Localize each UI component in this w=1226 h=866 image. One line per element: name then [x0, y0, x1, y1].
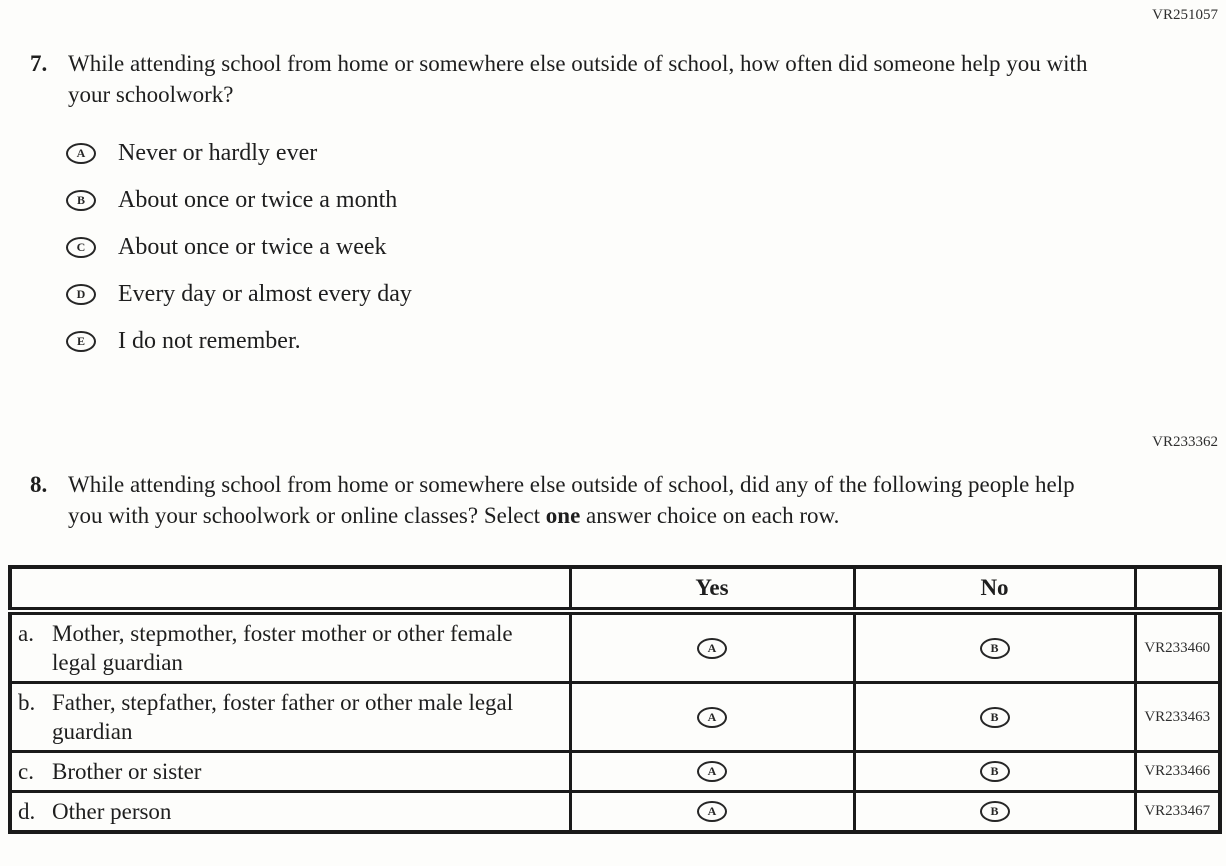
row-text: Other person	[52, 799, 172, 824]
option-never-or-hardly-ever[interactable]	[66, 130, 1226, 177]
question-8-bold-word: one	[545, 503, 581, 528]
header-no: No	[854, 567, 1135, 611]
no-cell	[854, 752, 1135, 792]
option-once-twice-month[interactable]	[66, 177, 1226, 224]
question-7-options	[66, 130, 1226, 365]
row-code: VR233466	[1135, 752, 1220, 792]
question-7-number: 7.	[30, 51, 48, 76]
header-yes: Yes	[570, 567, 854, 611]
option-label: Every day or almost every day	[118, 281, 412, 307]
no-bubble[interactable]: B	[980, 638, 1010, 659]
option-label: Never or hardly ever	[118, 140, 318, 166]
table-row-brother-sister	[10, 752, 1220, 792]
yes-bubble[interactable]: A	[697, 707, 727, 728]
question-7	[30, 48, 1226, 110]
row-code: VR233460	[1135, 611, 1220, 683]
page-code-top: VR251057	[1152, 7, 1218, 23]
table-row-father	[10, 683, 1220, 752]
no-bubble[interactable]: B	[980, 707, 1010, 728]
row-text: Mother, stepmother, foster mother or other female legal guardian	[52, 621, 513, 675]
yes-cell	[570, 683, 854, 752]
row-label-cell	[10, 683, 570, 752]
row-text: Brother or sister	[52, 759, 202, 784]
page-code-mid: VR233362	[1152, 434, 1218, 450]
row-letter: a.	[18, 621, 34, 646]
option-bubble-b[interactable]: B	[66, 190, 96, 211]
header-code-empty	[1135, 567, 1220, 611]
option-once-twice-week[interactable]	[66, 224, 1226, 271]
yes-cell	[570, 752, 854, 792]
row-code: VR233467	[1135, 792, 1220, 833]
no-cell	[854, 683, 1135, 752]
option-label: About once or twice a month	[118, 187, 398, 213]
row-text: Father, stepfather, foster father or other male legal guardian	[52, 690, 514, 744]
question-7-text: While attending school from home or somewhere else outside of school, how often did someone help you with your schoolwork?	[68, 51, 1088, 107]
table-header-row	[10, 567, 1220, 611]
question-8	[30, 469, 1226, 531]
option-bubble-a[interactable]: A	[66, 143, 96, 164]
option-bubble-d[interactable]: D	[66, 284, 96, 305]
question-8-text: While attending school from home or somewhere else outside of school, did any of the following people help you with your schoolwork or online classes? Select one answer choice on each row.	[68, 472, 1075, 528]
no-bubble[interactable]: B	[980, 801, 1010, 822]
no-cell	[854, 611, 1135, 683]
yes-cell	[570, 792, 854, 833]
option-label: About once or twice a week	[118, 234, 387, 260]
yes-bubble[interactable]: A	[697, 801, 727, 822]
header-empty	[10, 567, 570, 611]
option-bubble-c[interactable]: C	[66, 237, 96, 258]
table-row-mother	[10, 611, 1220, 683]
row-letter: b.	[18, 690, 36, 715]
row-label-cell	[10, 611, 570, 683]
question-8-number: 8.	[30, 472, 48, 497]
row-label-cell	[10, 792, 570, 833]
table-row-other-person	[10, 792, 1220, 833]
yes-cell	[570, 611, 854, 683]
option-bubble-e[interactable]: E	[66, 331, 96, 352]
option-label: I do not remember.	[118, 328, 301, 354]
row-letter: d.	[18, 799, 36, 824]
row-code: VR233463	[1135, 683, 1220, 752]
option-do-not-remember[interactable]	[66, 318, 1226, 365]
yes-bubble[interactable]: A	[697, 761, 727, 782]
option-every-day[interactable]	[66, 271, 1226, 318]
no-cell	[854, 792, 1135, 833]
row-label-cell	[10, 752, 570, 792]
row-letter: c.	[18, 759, 34, 784]
no-bubble[interactable]: B	[980, 761, 1010, 782]
question-8-table	[8, 565, 1222, 834]
yes-bubble[interactable]: A	[697, 638, 727, 659]
